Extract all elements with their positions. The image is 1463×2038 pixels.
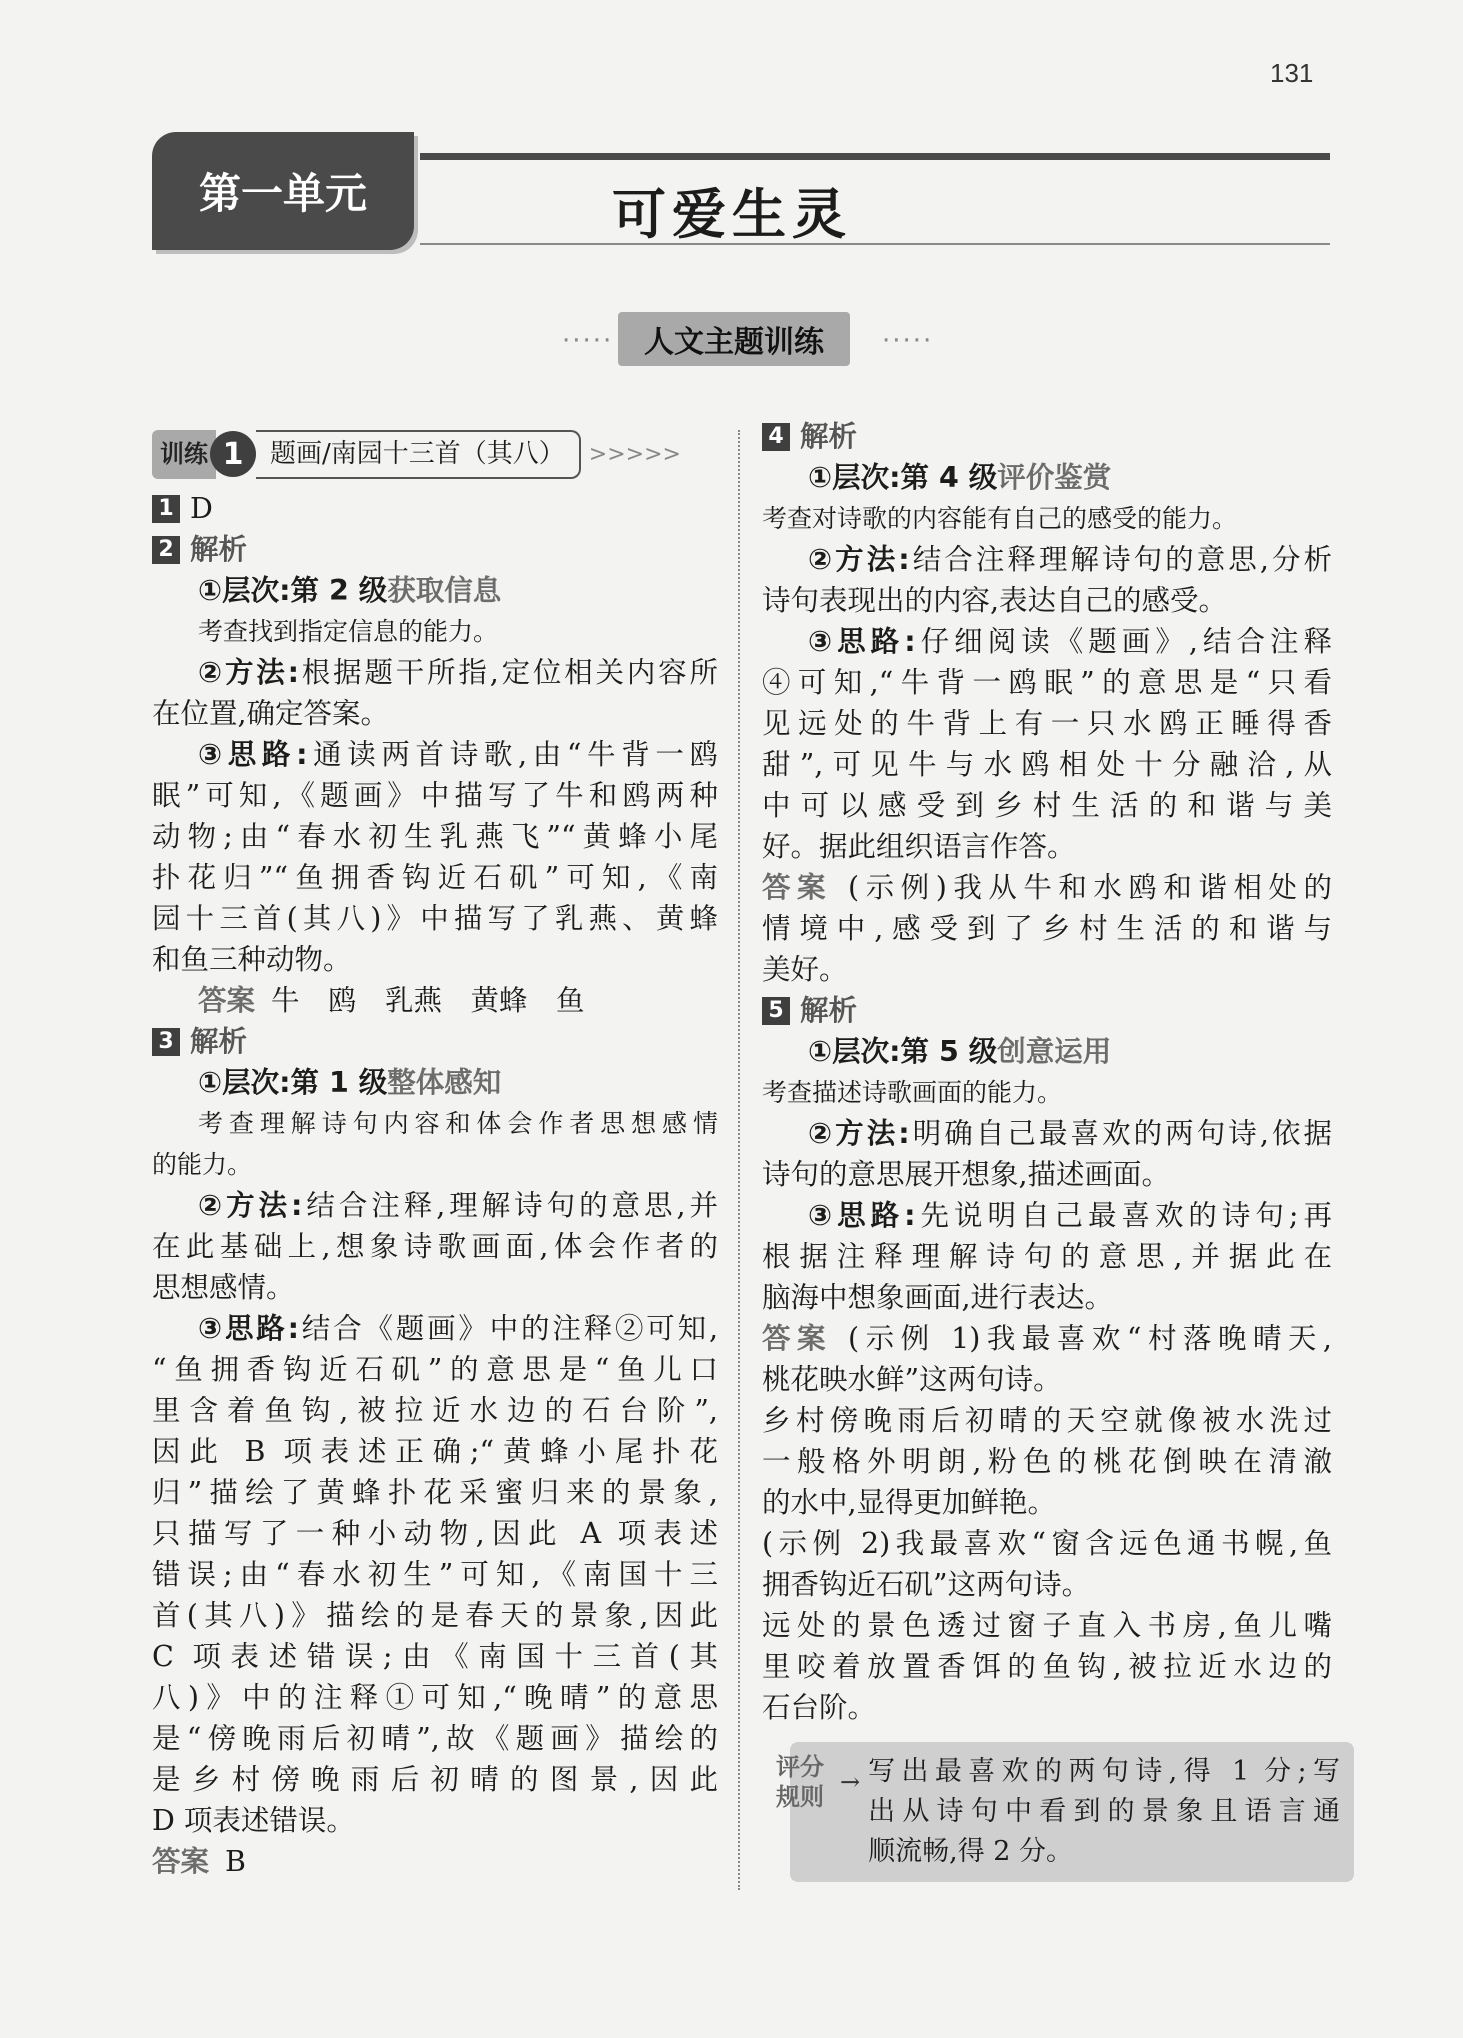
think-text: ④可知,“牛背一鸥眠”的意思是“只看	[762, 666, 1332, 699]
think-label: ③思路:	[808, 625, 916, 658]
level-value: 第 1 级	[290, 1066, 388, 1099]
think-text: D 项表述错误。	[152, 1804, 355, 1837]
method-label: ②方法:	[808, 1117, 910, 1150]
analysis-label: 解析	[800, 420, 858, 453]
method-label: ②方法:	[198, 656, 299, 689]
column-divider	[738, 430, 740, 1890]
method-text: 明确自己最喜欢的两句诗,依据	[909, 1117, 1333, 1150]
think-text: 八)》中的注释①可知,“晚晴”的意思	[152, 1681, 718, 1714]
answer-text: 远处的景色透过窗子直入书房,鱼儿嘴	[762, 1609, 1332, 1642]
answer-label: 答案	[198, 984, 256, 1017]
think-text: C 项表述错误;由《南国十三首(其	[152, 1640, 718, 1673]
training-arrows: >>>>>	[588, 441, 681, 467]
method-text: 根据题干所指,定位相关内容所	[298, 656, 718, 689]
dots-right: ·····	[882, 326, 934, 356]
scoring-rules-box	[776, 1742, 1354, 1882]
think-text: 见远处的牛背上有一只水鸥正睡得香	[762, 707, 1332, 740]
method-label: ②方法:	[198, 1189, 303, 1222]
question-4-header	[762, 416, 1332, 457]
question-number: 1	[152, 495, 180, 523]
think-text: 甜”,可见牛与水鸥相处十分融洽,从	[762, 748, 1332, 781]
training-number: 1	[210, 431, 256, 477]
method-text: 在此基础上,想象诗歌画面,体会作者的	[152, 1230, 718, 1263]
scoring-rules-text	[868, 1752, 1340, 1872]
think-text: 园十三首(其八)》中描写了乳燕、黄蜂	[152, 902, 718, 935]
training-label: 训练	[152, 430, 216, 479]
left-column	[152, 428, 718, 1882]
level-label: ①层次:	[808, 1035, 901, 1068]
think-label: ③思路:	[198, 1312, 299, 1345]
scoring-rules-label	[776, 1752, 836, 1872]
question-3-header	[152, 1021, 718, 1062]
training-title: 题画/南园十三首（其八）	[256, 430, 581, 479]
think-text: 仔细阅读《题画》,结合注释	[915, 625, 1332, 658]
think-text: 扑花归”“鱼拥香钩近石矶”可知,《南	[152, 861, 718, 894]
page-number: 131	[1270, 58, 1314, 88]
think-label: ③思路:	[808, 1199, 916, 1232]
answer-text: (示例 2)我最喜欢“窗含远色通书幌,鱼	[762, 1527, 1332, 1560]
level-desc: 考查理解诗句内容和体会作者思想感情	[198, 1109, 718, 1138]
analysis-label: 解析	[800, 994, 858, 1027]
method-text: 结合注释理解诗句的意思,分析	[909, 543, 1333, 576]
answer-label: 答案	[152, 1845, 210, 1878]
method-text: 诗句的意思展开想象,描述画面。	[762, 1158, 1171, 1191]
think-text: 好。据此组织语言作答。	[762, 830, 1076, 863]
level-name: 创意运用	[997, 1035, 1112, 1068]
answer-text: D	[190, 492, 213, 525]
scoring-label-line: 评分	[776, 1753, 824, 1781]
level-label: ①层次:	[198, 1066, 291, 1099]
level-desc: 的能力。	[152, 1150, 253, 1179]
answer-text: 桃花映水鲜”这两句诗。	[762, 1363, 1062, 1396]
think-text: 是“傍晚雨后初晴”,故《题画》描绘的	[152, 1722, 718, 1755]
answer-text: 一般格外明朗,粉色的桃花倒映在清澈	[762, 1445, 1332, 1478]
unit-label: 第一单元	[152, 132, 414, 250]
think-text: 和鱼三种动物。	[152, 943, 352, 976]
think-text: 首(其八)》描绘的是春天的景象,因此	[152, 1599, 718, 1632]
think-text: 错误;由“春水初生”可知,《南国十三	[152, 1558, 718, 1591]
think-text: “鱼拥香钩近石矶”的意思是“鱼儿口	[152, 1353, 718, 1386]
question-number: 5	[762, 997, 790, 1025]
question-number: 2	[152, 536, 180, 564]
analysis-label: 解析	[190, 533, 248, 566]
method-text: 思想感情。	[152, 1271, 295, 1304]
level-value: 第 2 级	[290, 574, 388, 607]
arrow-right-icon: →	[840, 1768, 861, 1796]
method-label: ②方法:	[808, 543, 910, 576]
answer-label: 答案	[762, 871, 833, 904]
level-label: ①层次:	[198, 574, 291, 607]
answer-text: (示例 1)我最喜欢“村落晚晴天,	[848, 1322, 1332, 1355]
scoring-line: 顺流畅,得 2 分。	[868, 1836, 1074, 1867]
question-5-header	[762, 990, 1332, 1031]
level-desc: 考查找到指定信息的能力。	[198, 617, 499, 646]
level-name: 整体感知	[387, 1066, 502, 1099]
method-text: 诗句表现出的内容,表达自己的感受。	[762, 584, 1228, 617]
scoring-line: 出从诗句中看到的景象且语言通	[868, 1796, 1340, 1827]
think-text: 是乡村傍晚雨后初晴的图景,因此	[152, 1763, 718, 1796]
think-text: 动物;由“春水初生乳燕飞”“黄蜂小尾	[152, 820, 718, 853]
question-number: 3	[152, 1028, 180, 1056]
think-text: 眠”可知,《题画》中描写了牛和鸥两种	[152, 779, 718, 812]
question-2-header	[152, 529, 718, 570]
answer-text: (示例)我从牛和水鸥和谐相处的	[848, 871, 1332, 904]
think-text: 根据注释理解诗句的意思,并据此在	[762, 1240, 1332, 1273]
answer-text: 石台阶。	[762, 1691, 877, 1724]
answer-text: 牛 鸥 乳燕 黄蜂 鱼	[271, 984, 585, 1017]
level-label: ①层次:	[808, 461, 901, 494]
header-rule	[420, 153, 1330, 160]
think-text: 只描写了一种小动物,因此 A 项表述	[152, 1517, 718, 1550]
method-text: 在位置,确定答案。	[152, 697, 390, 730]
answer-text: 美好。	[762, 953, 848, 986]
answer-label: 答案	[762, 1322, 832, 1355]
scoring-line: 写出最喜欢的两句诗,得 1 分;写	[868, 1756, 1340, 1787]
answer-text: 情境中,感受到了乡村生活的和谐与	[762, 912, 1332, 945]
level-value: 第 5 级	[900, 1035, 998, 1068]
think-text: 中可以感受到乡村生活的和谐与美	[762, 789, 1332, 822]
level-desc: 考查对诗歌的内容能有自己的感受的能力。	[762, 504, 1238, 533]
level-name: 评价鉴赏	[997, 461, 1112, 494]
think-label: ③思路:	[198, 738, 308, 771]
level-desc: 考查描述诗歌画面的能力。	[762, 1078, 1063, 1107]
level-name: 获取信息	[387, 574, 502, 607]
scoring-label-line: 规则	[776, 1783, 824, 1811]
question-number: 4	[762, 423, 790, 451]
think-text: 结合《题画》中的注释②可知,	[298, 1312, 718, 1345]
think-text: 脑海中想象画面,进行表达。	[762, 1281, 1114, 1314]
training-header	[152, 428, 718, 480]
think-text: 归”描绘了黄蜂扑花采蜜归来的景象,	[152, 1476, 718, 1509]
answer-text: 里咬着放置香饵的鱼钩,被拉近水边的	[762, 1650, 1332, 1683]
unit-title: 可爱生灵	[612, 182, 852, 246]
analysis-label: 解析	[190, 1025, 248, 1058]
header-rule	[420, 243, 1330, 245]
question-1	[152, 488, 718, 529]
method-text: 结合注释,理解诗句的意思,并	[302, 1189, 719, 1222]
right-column	[762, 416, 1340, 1882]
dots-left: ·····	[562, 326, 614, 356]
think-text: 先说明自己最喜欢的诗句;再	[915, 1199, 1333, 1232]
answer-text: 的水中,显得更加鲜艳。	[762, 1486, 1057, 1519]
think-text: 因此 B 项表述正确;“黄蜂小尾扑花	[152, 1435, 718, 1468]
section-title: 人文主题训练	[618, 312, 850, 366]
answer-text: B	[225, 1845, 246, 1878]
think-text: 通读两首诗歌,由“牛背一鸥	[307, 738, 718, 771]
answer-text: 乡村傍晚雨后初晴的天空就像被水洗过	[762, 1404, 1332, 1437]
think-text: 里含着鱼钩,被拉近水边的石台阶”,	[152, 1394, 718, 1427]
answer-text: 拥香钩近石矶”这两句诗。	[762, 1568, 1091, 1601]
level-value: 第 4 级	[900, 461, 998, 494]
